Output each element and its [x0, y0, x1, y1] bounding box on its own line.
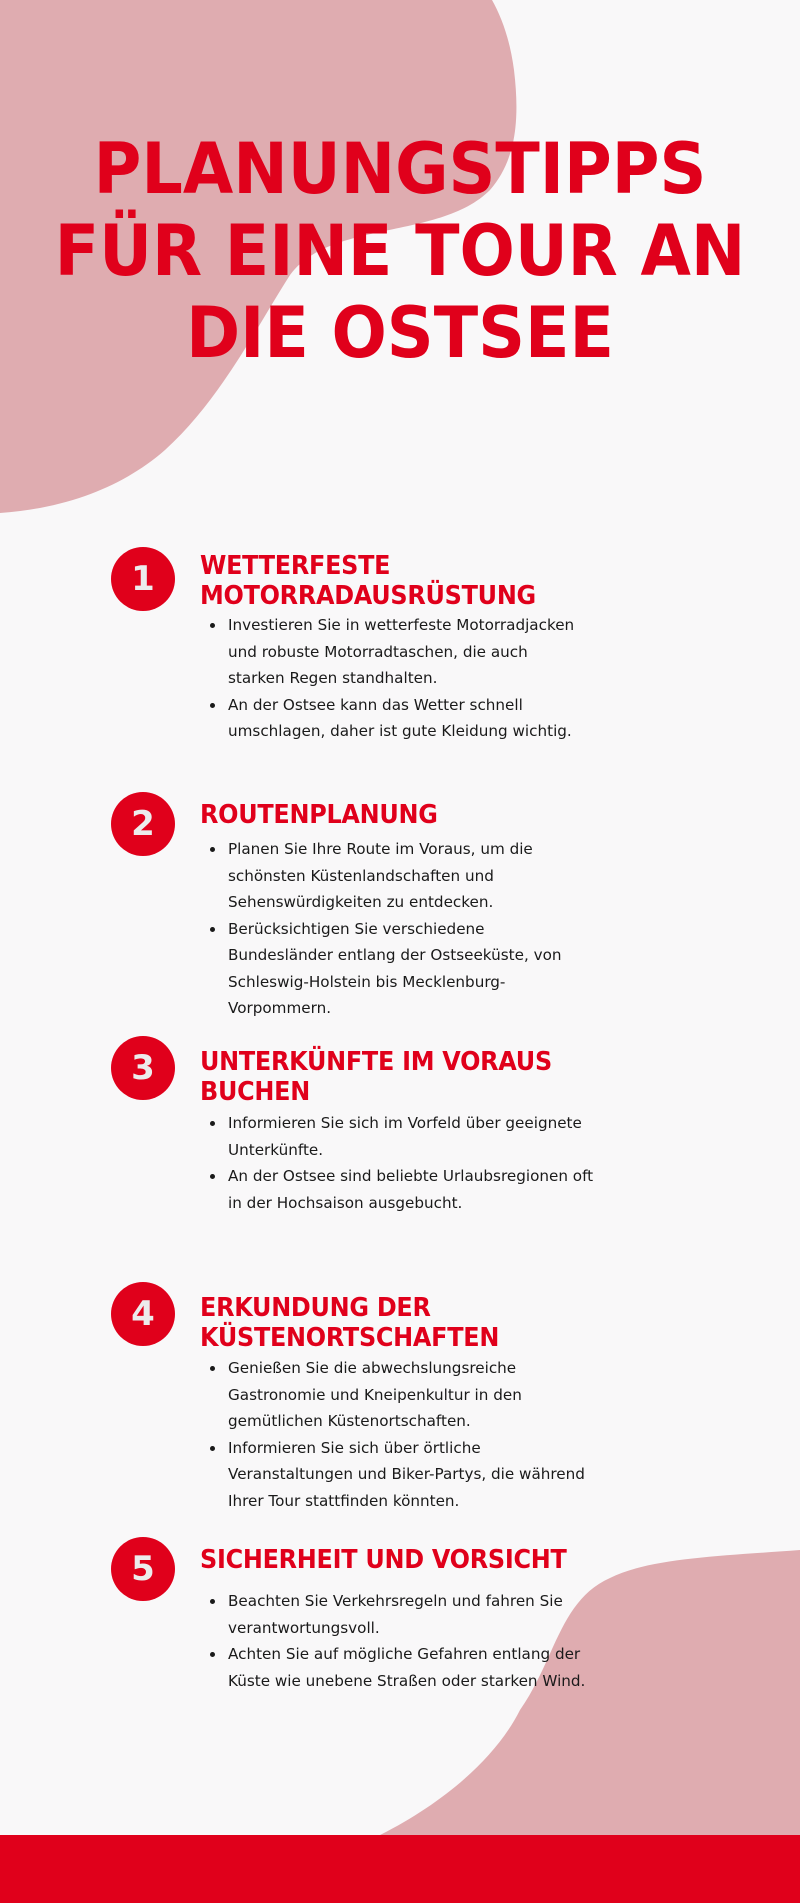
page-title — [28, 128, 772, 374]
heading-line: KÜSTENORTSCHAFTEN — [200, 1323, 500, 1353]
bullet-list — [206, 836, 626, 1022]
bullet-item — [206, 836, 626, 916]
bullet-text: Beachten Sie Verkehrsregeln und fahren Sie — [228, 1592, 563, 1610]
bullet-item — [206, 1435, 626, 1515]
number-badge — [111, 792, 175, 856]
heading-line: SICHERHEIT UND VORSICHT — [200, 1545, 567, 1575]
section-heading — [200, 1545, 715, 1575]
footer-band — [0, 1835, 800, 1903]
bullet-text: gemütlichen Küstenortschaften. — [228, 1412, 471, 1430]
bullet-item — [206, 612, 626, 692]
number-badge — [111, 1036, 175, 1100]
bullet-text: Vorpommern. — [228, 999, 332, 1017]
bullet-item — [206, 1163, 626, 1216]
bullet-item — [206, 692, 626, 745]
number-label: 2 — [131, 804, 155, 844]
heading-line: MOTORRADAUSRÜSTUNG — [200, 581, 536, 611]
bullet-text: und robuste Motorradtaschen, die auch — [228, 642, 528, 661]
bullet-item — [206, 916, 626, 1022]
title-line: FÜR EINE TOUR AN — [54, 210, 746, 292]
heading-line: WETTERFESTE — [200, 551, 391, 581]
bullet-text: verantwortungsvoll. — [228, 1618, 380, 1637]
number-label: 1 — [131, 559, 155, 599]
bullet-item — [206, 1110, 626, 1163]
number-label: 3 — [131, 1048, 155, 1088]
bullet-text: starken Regen standhalten. — [228, 669, 438, 687]
bullet-item — [206, 1641, 626, 1694]
bullet-text: Gastronomie und Kneipenkultur in den — [228, 1385, 522, 1404]
bullet-text: in der Hochsaison ausgebucht. — [228, 1193, 463, 1212]
bullet-text: Investieren Sie in wetterfeste Motorradjacken — [228, 616, 575, 634]
number-badge — [111, 547, 175, 611]
bullet-text: schönsten Küstenlandschaften und — [228, 866, 494, 885]
bullet-list — [206, 1355, 626, 1514]
bullet-text: Küste wie unebene Straßen oder starken Wind. — [228, 1671, 586, 1690]
bullet-item — [206, 1588, 626, 1641]
bullet-item — [206, 1355, 626, 1435]
number-label: 4 — [131, 1294, 155, 1334]
bullet-text: Informieren Sie sich über örtliche — [228, 1438, 481, 1457]
bullet-text: Veranstaltungen und Biker-Partys, die während — [228, 1465, 585, 1483]
bullet-text: Informieren Sie sich im Vorfeld über geeignete — [228, 1114, 582, 1132]
bullet-text: Planen Sie Ihre Route im Voraus, um die — [228, 840, 533, 858]
section-heading — [200, 551, 715, 611]
heading-line: ROUTENPLANUNG — [200, 800, 438, 830]
bullet-text: An der Ostsee sind beliebte Urlaubsregionen oft — [228, 1167, 594, 1185]
bullet-list — [206, 612, 626, 745]
heading-line: ERKUNDUNG DER — [200, 1293, 431, 1323]
bullet-text: Schleswig-Holstein bis Mecklenburg- — [228, 972, 506, 991]
number-label: 5 — [131, 1549, 155, 1589]
section-heading — [200, 800, 715, 830]
bullet-list — [206, 1110, 626, 1216]
heading-line: UNTERKÜNFTE IM VORAUS — [200, 1047, 552, 1077]
bullet-text: Sehenswürdigkeiten zu entdecken. — [228, 893, 494, 911]
number-badge — [111, 1537, 175, 1601]
title-line: DIE OSTSEE — [186, 292, 614, 374]
heading-line: BUCHEN — [200, 1077, 310, 1107]
bullet-text: Achten Sie auf mögliche Gefahren entlang der — [228, 1645, 581, 1663]
title-line: PLANUNGSTIPPS — [93, 128, 707, 210]
section-heading — [200, 1293, 715, 1353]
number-badge — [111, 1282, 175, 1346]
bullet-text: Genießen Sie die abwechslungsreiche — [228, 1359, 517, 1377]
bullet-text: Berücksichtigen Sie verschiedene — [228, 919, 485, 938]
bullet-list — [206, 1588, 626, 1694]
section-heading — [200, 1047, 715, 1107]
bullet-text: umschlagen, daher ist gute Kleidung wichtig. — [228, 722, 572, 740]
bullet-text: Unterkünfte. — [228, 1140, 324, 1159]
bullet-text: Ihrer Tour stattfinden könnten. — [228, 1491, 460, 1510]
bullet-text: An der Ostsee kann das Wetter schnell — [228, 695, 523, 714]
bullet-text: Bundesländer entlang der Ostseeküste, von — [228, 946, 562, 964]
